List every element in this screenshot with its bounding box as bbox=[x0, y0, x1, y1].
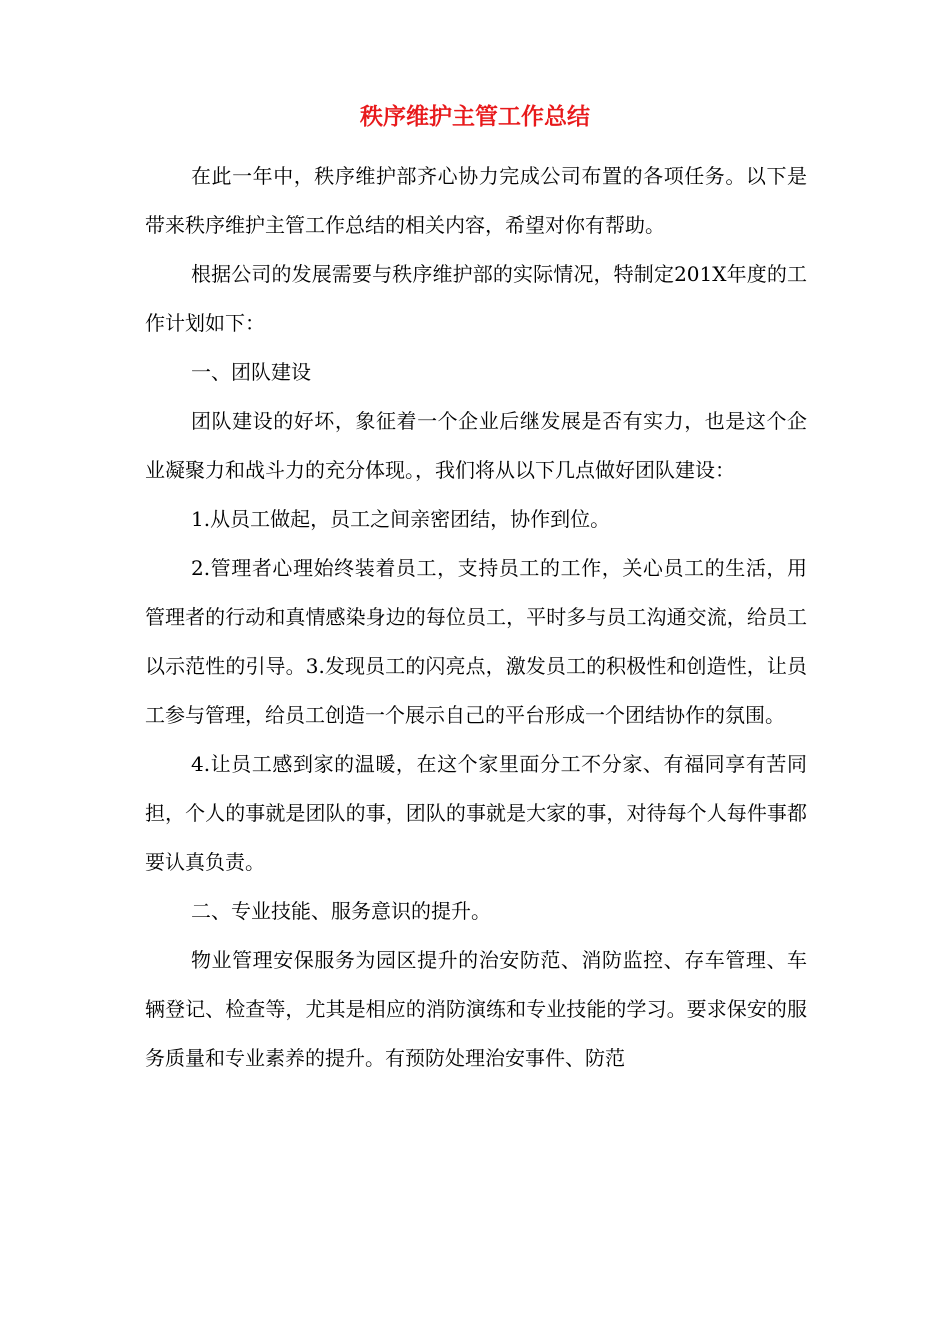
section-heading-skills: 二、专业技能、服务意识的提升。 bbox=[191, 899, 491, 923]
paragraph-intro: 在此一年中，秩序维护部齐心协力完成公司布置的各项任务。以下是带来秩序维护主管工作总结的相关内容，希望对你有帮助。 bbox=[145, 164, 807, 237]
paragraph-plan-intro: 根据公司的发展需要与秩序维护部的实际情况，特制定201X年度的工作计划如下： bbox=[145, 262, 807, 335]
list-item-4: 4.让员工感到家的温暖，在这个家里面分工不分家、有福同享有苦同担，个人的事就是团队的事，团队的事就是大家的事，对待每个人每件事都要认真负责。 bbox=[145, 752, 807, 874]
document-title: 秩序维护主管工作总结 bbox=[360, 104, 590, 130]
document-body bbox=[145, 152, 807, 1083]
paragraph-team-building: 团队建设的好坏，象征着一个企业后继发展是否有实力，也是这个企业凝聚力和战斗力的充分体现。，我们将从以下几点做好团队建设： bbox=[145, 409, 807, 482]
list-item-1: 1.从员工做起，员工之间亲密团结，协作到位。 bbox=[191, 507, 611, 531]
paragraph-skills: 物业管理安保服务为园区提升的治安防范、消防监控、存车管理、车辆登记、检查等，尤其是相应的消防演练和专业技能的学习。要求保安的服务质量和专业素养的提升。有预防处理治安事件、防范 bbox=[145, 948, 807, 1070]
list-item-2-3: 2.管理者心理始终装着员工，支持员工的工作，关心员工的生活，用管理者的行动和真情感染身边的每位员工，平时多与员工沟通交流，给员工以示范性的引导。3.发现员工的闪亮点，激发员工的积极性和创造性，让员工参与管理，给员工创造一个展示自己的平台形成一个团结协作的氛围。 bbox=[145, 556, 807, 727]
section-heading-team-building: 一、团队建设 bbox=[191, 360, 311, 384]
